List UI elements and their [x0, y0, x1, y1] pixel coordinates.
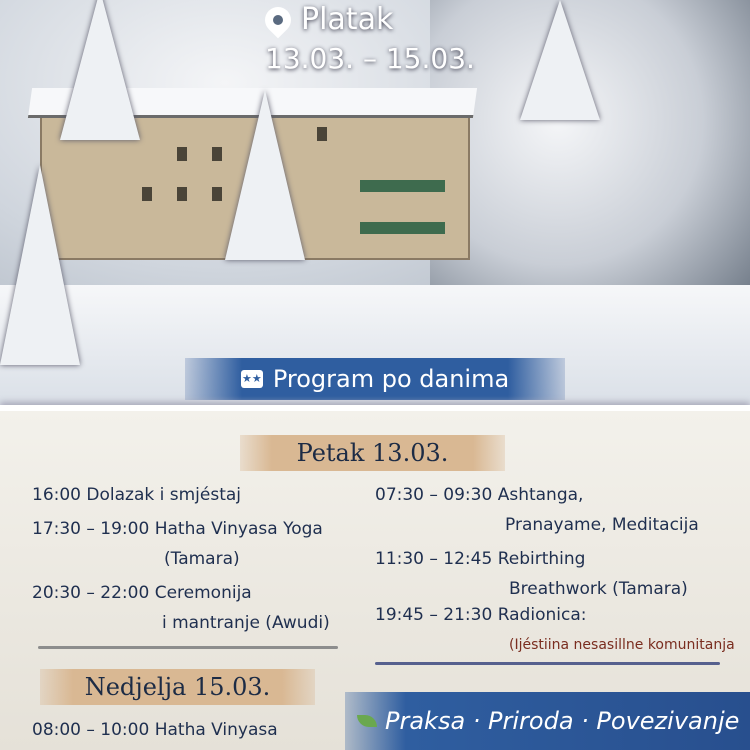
day-heading-sunday: Nedjelja 15.03. — [40, 669, 315, 705]
pine-tree — [520, 0, 600, 120]
banner-title: Program po danima — [272, 365, 510, 393]
schedule-item: 17:30 – 19:00 Hatha Vinyasa Yoga (Tamara) — [32, 519, 323, 569]
tagline: Praksa · Priroda · Povezivanje — [385, 707, 740, 735]
calendar-stars-icon: ★★ — [241, 370, 263, 388]
day-heading-friday: Petak 13.03. — [240, 435, 505, 471]
schedule-item: 16:00 Dolazak i smjéstaj — [32, 485, 242, 505]
schedule-item: 08:00 – 10:00 Hatha Vinyasa — [32, 720, 278, 740]
balcony — [360, 222, 445, 234]
location-name: Platak — [301, 2, 394, 37]
schedule-item: 19:45 – 21:30 Radionica: (Ijéstiina nesasillne komunitanja — [375, 605, 735, 653]
schedule-item: 11:30 – 12:45 Rebirthing Breathwork (Tamara) — [375, 549, 688, 599]
pine-tree — [225, 90, 305, 260]
pine-tree — [60, 0, 140, 140]
location — [265, 2, 393, 37]
divider — [375, 662, 720, 665]
leaf-icon — [357, 715, 377, 727]
divider — [38, 646, 338, 649]
schedule-item: 07:30 – 09:30 Ashtanga, Pranayame, Meditacija — [375, 485, 699, 535]
tagline-banner — [345, 692, 750, 750]
pine-tree — [0, 165, 80, 365]
schedule-item: 20:30 – 22:00 Ceremonija i mantranje (Awudi) — [32, 583, 330, 633]
balcony — [360, 180, 445, 192]
event-dates: 13.03. – 15.03. — [265, 42, 475, 75]
program-banner — [185, 358, 565, 400]
location-pin-icon — [260, 1, 297, 38]
